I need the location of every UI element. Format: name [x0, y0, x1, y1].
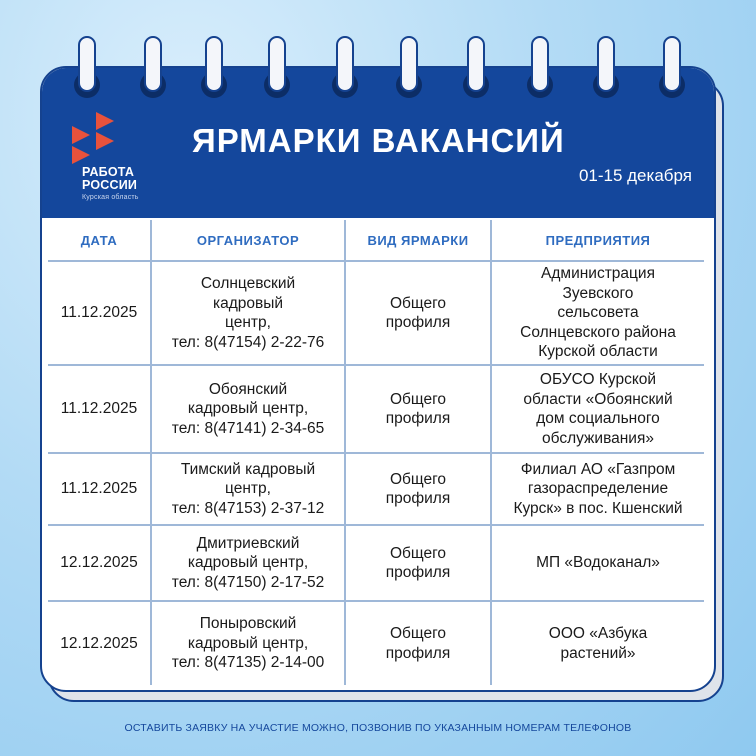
binder-ring: [531, 36, 549, 92]
fair-type-line: Общего: [389, 470, 447, 488]
organizer-line: тел: 8(47141) 2-34-65: [171, 419, 325, 437]
binder-ring: [268, 36, 286, 92]
column-header-organizer: ОРГАНИЗАТОР: [151, 220, 345, 261]
footer-note: ОСТАВИТЬ ЗАЯВКУ НА УЧАСТИЕ МОЖНО, ПОЗВОНИВ ПО УКАЗАННЫМ НОМЕРАМ ТЕЛЕФОНОВ: [124, 722, 632, 734]
company-line: обслуживания»: [542, 429, 654, 447]
company-cell: [491, 261, 704, 365]
company-line: ООО «Азбука: [548, 625, 648, 642]
fair-type-line: профиля: [385, 564, 451, 581]
organizer-line: Дмитриевский: [196, 534, 300, 552]
organizer-line: кадровый центр,: [187, 400, 309, 418]
organizer-cell: [151, 261, 345, 365]
fair-type-line: Общего: [389, 625, 447, 642]
fair-type-cell: [345, 525, 491, 601]
company-line: Филиал АО «Газпром: [520, 460, 676, 478]
organizer-line: тел: 8(47150) 2-17-52: [171, 573, 325, 591]
company-line: Курск» в пос. Кшенский: [513, 499, 683, 517]
table-row: [48, 365, 704, 453]
company-cell: [491, 601, 704, 685]
company-line: Администрация: [541, 265, 655, 283]
date-cell: 12.12.2025: [48, 601, 151, 685]
column-header-companies: ПРЕДПРИЯТИЯ: [545, 232, 651, 248]
date-cell: 11.12.2025: [48, 453, 151, 525]
organizer-line: центр,: [225, 314, 271, 331]
organizer-cell: [151, 601, 345, 685]
company-cell: [491, 453, 704, 525]
organizer-line: тел: 8(47153) 2-37-12: [171, 499, 325, 517]
logo-region: Курская область: [82, 194, 139, 201]
fair-type-line: профиля: [385, 490, 451, 507]
fair-type-cell: [345, 261, 491, 365]
table-header-row: [48, 220, 704, 261]
fair-type-line: профиля: [385, 644, 451, 662]
company-line: Солнцевского района: [520, 323, 676, 341]
fair-type-line: профиля: [385, 410, 451, 427]
binder-ring: [400, 36, 418, 92]
binder-ring: [144, 36, 162, 92]
date-cell: 11.12.2025: [48, 365, 151, 453]
binder-ring: [205, 36, 223, 92]
company-line: растений»: [560, 644, 636, 662]
logo-line-2: РОССИИ: [82, 178, 138, 192]
company-cell: [491, 525, 704, 601]
date-range: 01-15 декабря: [578, 166, 692, 185]
job-fairs-table: [48, 220, 704, 685]
organizer-line: кадровый центр,: [187, 554, 309, 572]
fair-type-cell: [345, 453, 491, 525]
fair-type-cell: [345, 601, 491, 685]
organizer-cell: [151, 525, 345, 601]
fair-type-line: Общего: [389, 544, 447, 562]
fair-type-line: Общего: [389, 390, 447, 408]
organizer-line: тел: 8(47135) 2-14-00: [171, 654, 325, 672]
organizer-cell: [151, 453, 345, 525]
date-cell: 12.12.2025: [48, 525, 151, 601]
organizer-line: Солнцевский: [200, 275, 296, 292]
logo-line-1: РАБОТА: [82, 165, 135, 179]
organizer-line: Поныровский: [199, 615, 297, 633]
date-cell: 11.12.2025: [48, 261, 151, 365]
organizer-line: кадровый: [212, 294, 284, 312]
company-cell: [491, 365, 704, 453]
fair-type-cell: [345, 365, 491, 453]
fair-type-line: профиля: [385, 314, 451, 331]
company-line: Курской области: [538, 343, 658, 361]
binder-ring: [663, 36, 681, 92]
table-row: [48, 261, 704, 365]
company-line: области «Обоянский: [523, 390, 673, 408]
page-title: ЯРМАРКИ ВАКАНСИЙ: [192, 122, 565, 159]
organizer-line: Обоянский: [208, 380, 288, 398]
table-row: [48, 453, 704, 525]
organizer-line: Тимский кадровый: [180, 460, 316, 478]
company-line: сельсовета: [557, 304, 639, 322]
fair-type-line: Общего: [389, 294, 447, 312]
binder-ring: [336, 36, 354, 92]
column-header-fair-type: ВИД ЯРМАРКИ: [345, 220, 491, 261]
binder-ring: [78, 36, 96, 92]
company-line: газораспределение: [527, 480, 669, 498]
table-row: [48, 601, 704, 685]
organizer-line: кадровый центр,: [187, 634, 309, 652]
binder-ring: [597, 36, 615, 92]
company-line: МП «Водоканал»: [536, 554, 660, 572]
organizer-cell: [151, 365, 345, 453]
calendar-card: [40, 66, 716, 692]
company-line: дом социального: [536, 410, 660, 427]
column-header-date: ДАТА: [48, 220, 151, 261]
company-line: Зуевского: [562, 284, 634, 302]
organizer-line: центр,: [225, 480, 271, 498]
table-row: [48, 525, 704, 601]
organizer-line: тел: 8(47154) 2-22-76: [171, 333, 325, 351]
binder-ring: [467, 36, 485, 92]
company-line: ОБУСО Курской: [539, 371, 657, 388]
logo-wordmark: [82, 166, 139, 202]
